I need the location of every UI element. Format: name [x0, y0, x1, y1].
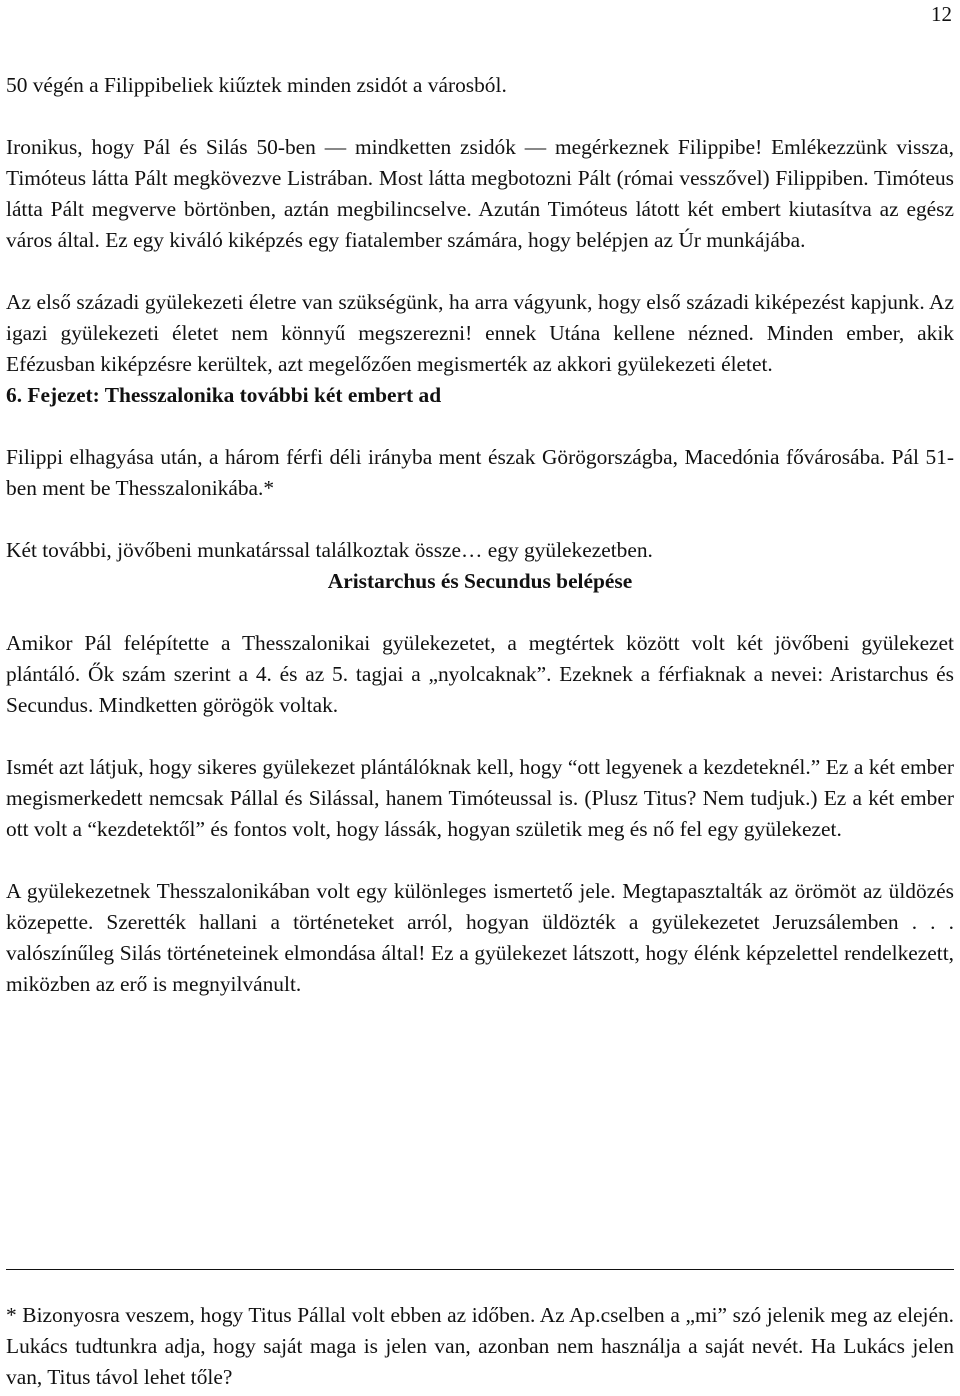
paragraph-5: Két további, jövőbeni munkatárssal találkoztak össze… egy gyülekezetben. [6, 538, 653, 562]
chapter-heading: 6. Fejezet: Thesszalonika további két embert ad [6, 383, 442, 407]
paragraph-8: A gyülekezetnek Thesszalonikában volt egy különleges ismertető jele. Megtapasztalták az örömöt az üldözés közepette. Szerették hallani a történeteket arról, hogyan üldözték a gyülekezetet Jeruzsálemben . . . valószínűleg Silás történeteinek elmondása által! Ez a gyülekezet látszott, hogy élénk képzelettel rendelkezett, miközben az erő is megnyilvánult. [6, 879, 954, 996]
section-heading: Aristarchus és Secundus belépése [327, 569, 633, 593]
paragraph-6: Amikor Pál felépítette a Thesszalonikai gyülekezetet, a megtértek között volt két jövőbeni gyülekezet plántáló. Ők szám szerint a 4. és az 5. tagjai a „nyolcaknak”. Ezeknek a férfiaknak a nevei: Aristarchus és Secundus. Mindketten görögök voltak. [6, 631, 954, 717]
paragraph-3: Az első századi gyülekezeti életre van szükségünk, ha arra vágyunk, hogy első századi kiképezést kapjunk. Az igazi gyülekezeti életet nem könnyű megszerezni! ennek Utána kellene nézned. Minden ember, akik Efézusban kiképzésre kerültek, azt megelőzően megismerték az akkori gyülekezeti életet. [6, 290, 954, 376]
paragraph-2: Ironikus, hogy Pál és Silás 50-ben — mindketten zsidók — megérkeznek Filippibe! Emlékezzünk vissza, Timóteus látta Pált megkövezve Listrában. Most látta megbotozni Pált (római vesszővel) Filippiben. Timóteus látta Pált megverve börtönben, aztán megbilincselve. Azután Timóteus látott két embert kiutasítva az egész város által. Ez egy kiváló kiképzés egy fiatalember számára, hogy belépjen az Úr munkájába. [6, 135, 954, 252]
paragraph-1: 50 végén a Filippibeliek kiűztek minden zsidót a városból. [6, 73, 507, 97]
paragraph-7: Ismét azt látjuk, hogy sikeres gyülekezet plántálóknak kell, hogy “ott legyenek a kezdeteknél.” Ez a két ember megismerkedett nemcsak Pállal és Silással, hanem Timóteussal is. (Plusz Titus? Nem tudjuk.) Ez a két ember ott volt a “kezdetektől” és fontos volt, hogy lássák, hogyan születik meg és nő fel egy gyülekezet. [6, 755, 954, 841]
page-number: 12 [931, 2, 952, 26]
footnote-divider [6, 1269, 954, 1270]
page-body [6, 70, 954, 1000]
footnote: * Bizonyosra veszem, hogy Titus Pállal volt ebben az időben. Az Ap.cselben a „mi” szó jelenik meg az elején. Lukács tudtunkra adja, hogy saját maga is jelen van, azonban nem használja a saját nevét. Ha Lukács jelen van, Titus távol lehet tőle? [6, 1303, 954, 1389]
paragraph-4: Filippi elhagyása után, a három férfi déli irányba ment észak Görögországba, Macedónia fővárosába. Pál 51-ben ment be Thesszalonikába.* [6, 445, 954, 500]
